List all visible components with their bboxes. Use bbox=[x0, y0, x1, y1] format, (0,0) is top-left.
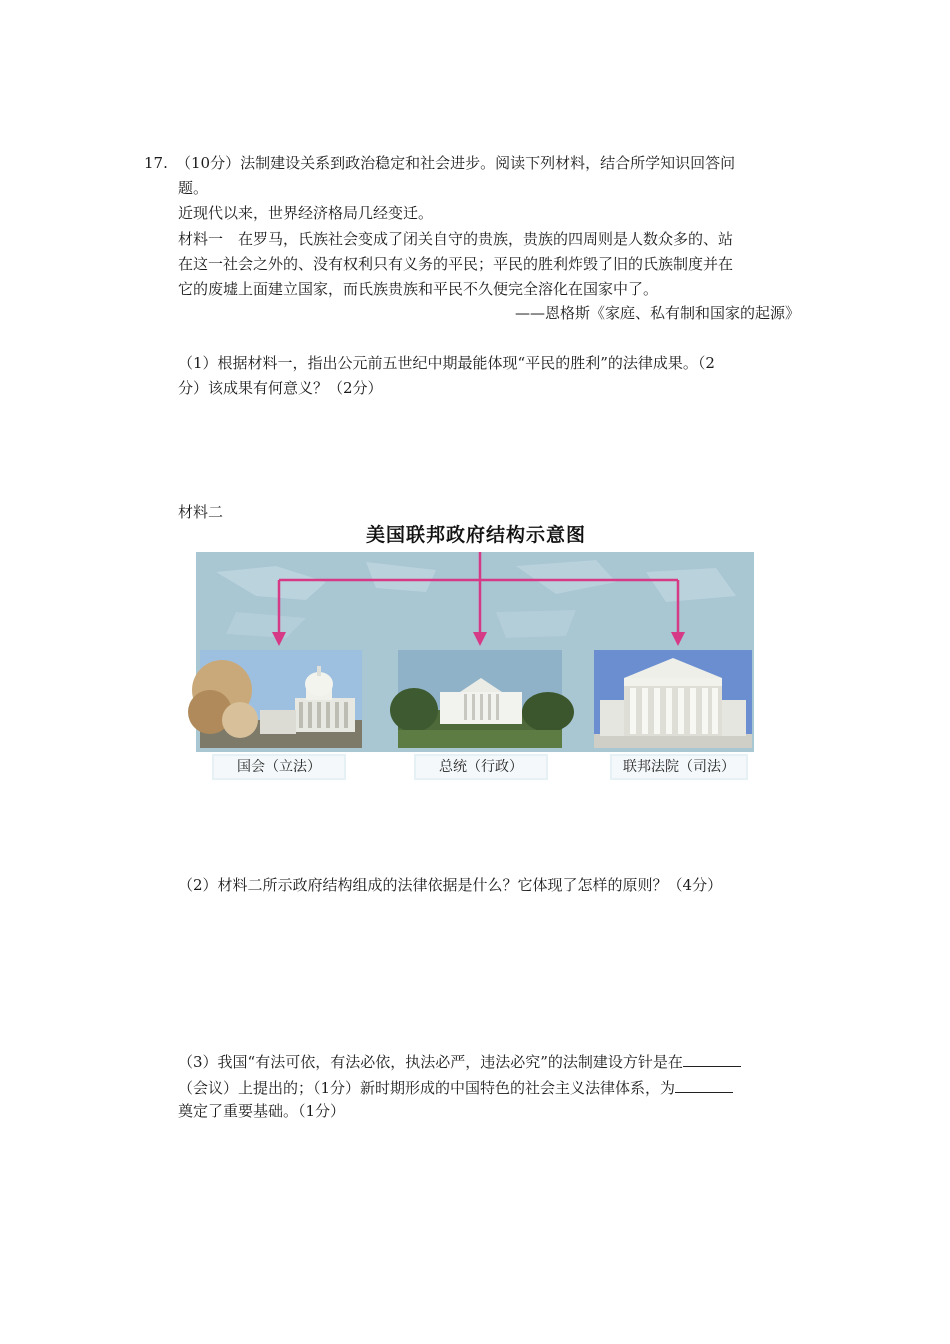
material1-text-line2: 在这一社会之外的、没有权利只有义务的平民；平民的胜利炸毁了旧的氏族制度并在 bbox=[178, 255, 734, 273]
question-intro-continued: 题。 bbox=[178, 179, 209, 197]
material1-source: ——恩格斯《家庭、私有制和国家的起源》 bbox=[514, 304, 800, 322]
supreme-court-photo bbox=[594, 650, 752, 748]
subquestion-3-end: 奠定了重要基础。（1分） bbox=[178, 1102, 346, 1120]
government-structure-figure bbox=[194, 520, 758, 775]
subquestion-3-continued bbox=[178, 1076, 733, 1098]
subquestion-2: （2）材料二所示政府结构组成的法律依据是什么？它体现了怎样的原则？（4分） bbox=[178, 876, 723, 894]
caption-congress: 国会（立法） bbox=[212, 754, 346, 780]
subquestion-1-continued: 分）该成果有何意义？（2分） bbox=[178, 379, 383, 397]
blank-meeting[interactable] bbox=[683, 1050, 741, 1067]
material1-text-line1: 材料一 在罗马，氏族社会变成了闭关自守的贵族，贵族的四周则是人数众多的、站 bbox=[178, 230, 734, 248]
question-number: 17. bbox=[144, 154, 168, 172]
material2-label: 材料二 bbox=[178, 503, 224, 521]
caption-federal-court: 联邦法院（司法） bbox=[610, 754, 748, 780]
blank-foundation[interactable] bbox=[675, 1076, 733, 1093]
figure-title: 美国联邦政府结构示意图 bbox=[365, 524, 586, 546]
white-house-photo bbox=[398, 650, 562, 748]
context-text: 近现代以来，世界经济格局几经变迁。 bbox=[178, 204, 434, 222]
subquestion-3 bbox=[178, 1050, 741, 1072]
material1-text-line3: 它的废墟上面建立国家，而氏族贵族和平民不久便完全溶化在国家中了。 bbox=[178, 280, 659, 298]
answer-space-1[interactable] bbox=[178, 404, 798, 494]
subquestion-3-text: （3）我国“有法可依，有法必依，执法必严，违法必究”的法制建设方针是在 bbox=[178, 1053, 683, 1071]
subquestion-1: （1）根据材料一，指出公元前五世纪中期最能体现“平民的胜利”的法律成果。（2 bbox=[178, 354, 715, 372]
question-intro: （10分）法制建设关系到政治稳定和社会进步。阅读下列材料，结合所学知识回答问 bbox=[176, 154, 736, 172]
answer-space-2[interactable] bbox=[178, 900, 798, 1040]
caption-president: 总统（行政） bbox=[414, 754, 548, 780]
figure-panel bbox=[196, 552, 754, 775]
capitol-photo bbox=[200, 650, 362, 748]
subquestion-3-text-2: （会议）上提出的；（1分）新时期形成的中国特色的社会主义法律体系，为 bbox=[178, 1079, 676, 1097]
